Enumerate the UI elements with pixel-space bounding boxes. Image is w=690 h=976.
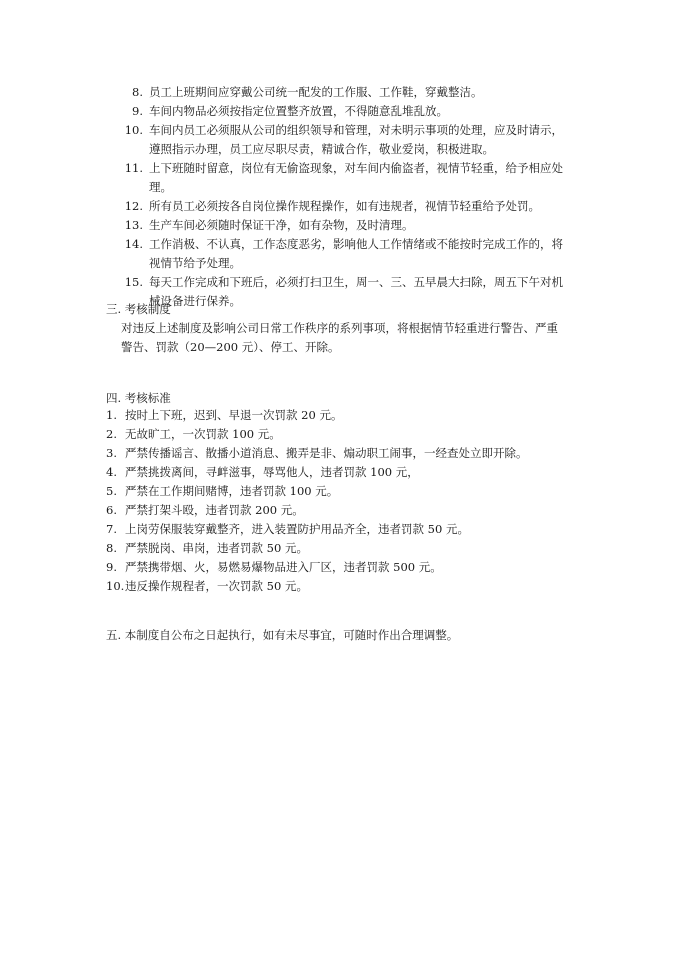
rule-item-10 [121,121,601,159]
rule-item-14 [121,235,601,273]
standard-text: 严禁挑拨离间，寻衅滋事，辱骂他人，违者罚款 100 元， [125,465,419,479]
standard-item-4 [106,463,586,482]
standard-item-1 [106,406,586,425]
rule-text: 所有员工必须按各自岗位操作规程操作，如有违规者，视情节轻重给予处罚。 [149,199,540,213]
rule-text-line2: 视情节给予处理。 [149,256,241,270]
standard-text: 严禁传播谣言、散播小道消息、搬弄是非、煽动职工闹事，一经查处立即开除。 [125,446,528,460]
rule-item-12 [121,197,601,216]
rule-item-13 [121,216,601,235]
rule-text-line2: 械设备进行保养。 [149,294,241,308]
standard-number: 6. [106,503,117,517]
rules-list [121,83,601,311]
rule-text: 生产车间必须随时保证干净，如有杂物，及时清理。 [149,218,414,232]
standard-item-7 [106,520,586,539]
rule-number: 8. [132,85,143,99]
standard-number: 4. [106,465,117,479]
standard-text: 违反操作规程者，一次罚款 50 元。 [125,579,308,593]
rule-text-line1: 车间内员工必须服从公司的组织领导和管理，对未明示事项的处理，应及时请示， [149,123,563,137]
rule-text-line2: 理。 [149,180,172,194]
standard-number: 9. [106,560,117,574]
rule-number: 10. [124,123,143,137]
rule-item-9 [121,102,601,121]
standard-text: 按时上下班，迟到、早退一次罚款 20 元。 [125,408,343,422]
section-3-body [121,319,591,357]
standard-text: 严禁脱岗、串岗，违者罚款 50 元。 [125,541,308,555]
standard-text: 严禁在工作期间赌博，违者罚款 100 元。 [125,484,339,498]
standard-item-8 [106,539,586,558]
standard-item-10 [106,577,586,596]
standard-number: 3. [106,446,117,460]
rule-item-15 [121,273,601,311]
rule-number: 12. [124,199,143,213]
rule-number: 9. [132,104,143,118]
rule-number: 13. [124,218,143,232]
standard-number: 5. [106,484,117,498]
standard-text: 上岗劳保服装穿戴整齐，进入装置防护用品齐全，违者罚款 50 元。 [125,522,469,536]
standard-number: 1. [106,408,117,422]
rule-text: 员工上班期间应穿戴公司统一配发的工作服、工作鞋，穿戴整洁。 [149,85,483,99]
standard-number: 8. [106,541,117,555]
section-5-text: 五. 本制度自公布之日起执行，如有未尽事宜，可随时作出合理调整。 [106,628,459,642]
standard-item-3 [106,444,586,463]
section-4-heading: 四. 考核标准 [106,391,171,405]
section-3-heading: 三. 考核制度 [106,302,171,316]
standard-text: 严禁打架斗殴，违者罚款 200 元。 [125,503,304,517]
standard-number: 7. [106,522,117,536]
standard-item-6 [106,501,586,520]
standards-list [106,406,586,596]
rule-text-line1: 上下班随时留意，岗位有无偷盗现象，对车间内偷盗者，视情节轻重，给予相应处 [149,161,563,175]
rule-text-line1: 每天工作完成和下班后，必须打扫卫生，周一、三、五早晨大扫除，周五下午对机 [149,275,563,289]
rule-text-line1: 工作消极、不认真，工作态度恶劣，影响他人工作情绪或不能按时完成工作的，将 [149,237,563,251]
standard-item-9 [106,558,586,577]
rule-number: 14. [124,237,143,251]
standard-text: 无故旷工，一次罚款 100 元。 [125,427,281,441]
standard-text: 严禁携带烟、火，易燃易爆物品进入厂区，违者罚款 500 元。 [125,560,442,574]
rule-item-8 [121,83,601,102]
rule-item-11 [121,159,601,197]
section-3-line2: 警告、罚款（20—200 元）、停工、开除。 [121,340,340,354]
standard-number: 10. [106,579,125,593]
rule-text-line2: 遵照指示办理，员工应尽职尽责，精诚合作，敬业爱岗，积极进取。 [149,142,494,156]
rule-number: 11. [124,161,143,175]
rule-number: 15. [124,275,143,289]
standard-item-5 [106,482,586,501]
standard-number: 2. [106,427,117,441]
standard-item-2 [106,425,586,444]
rule-text: 车间内物品必须按指定位置整齐放置，不得随意乱堆乱放。 [149,104,448,118]
section-3-line1: 对违反上述制度及影响公司日常工作秩序的系列事项，将根据情节轻重进行警告、严重 [121,321,558,335]
